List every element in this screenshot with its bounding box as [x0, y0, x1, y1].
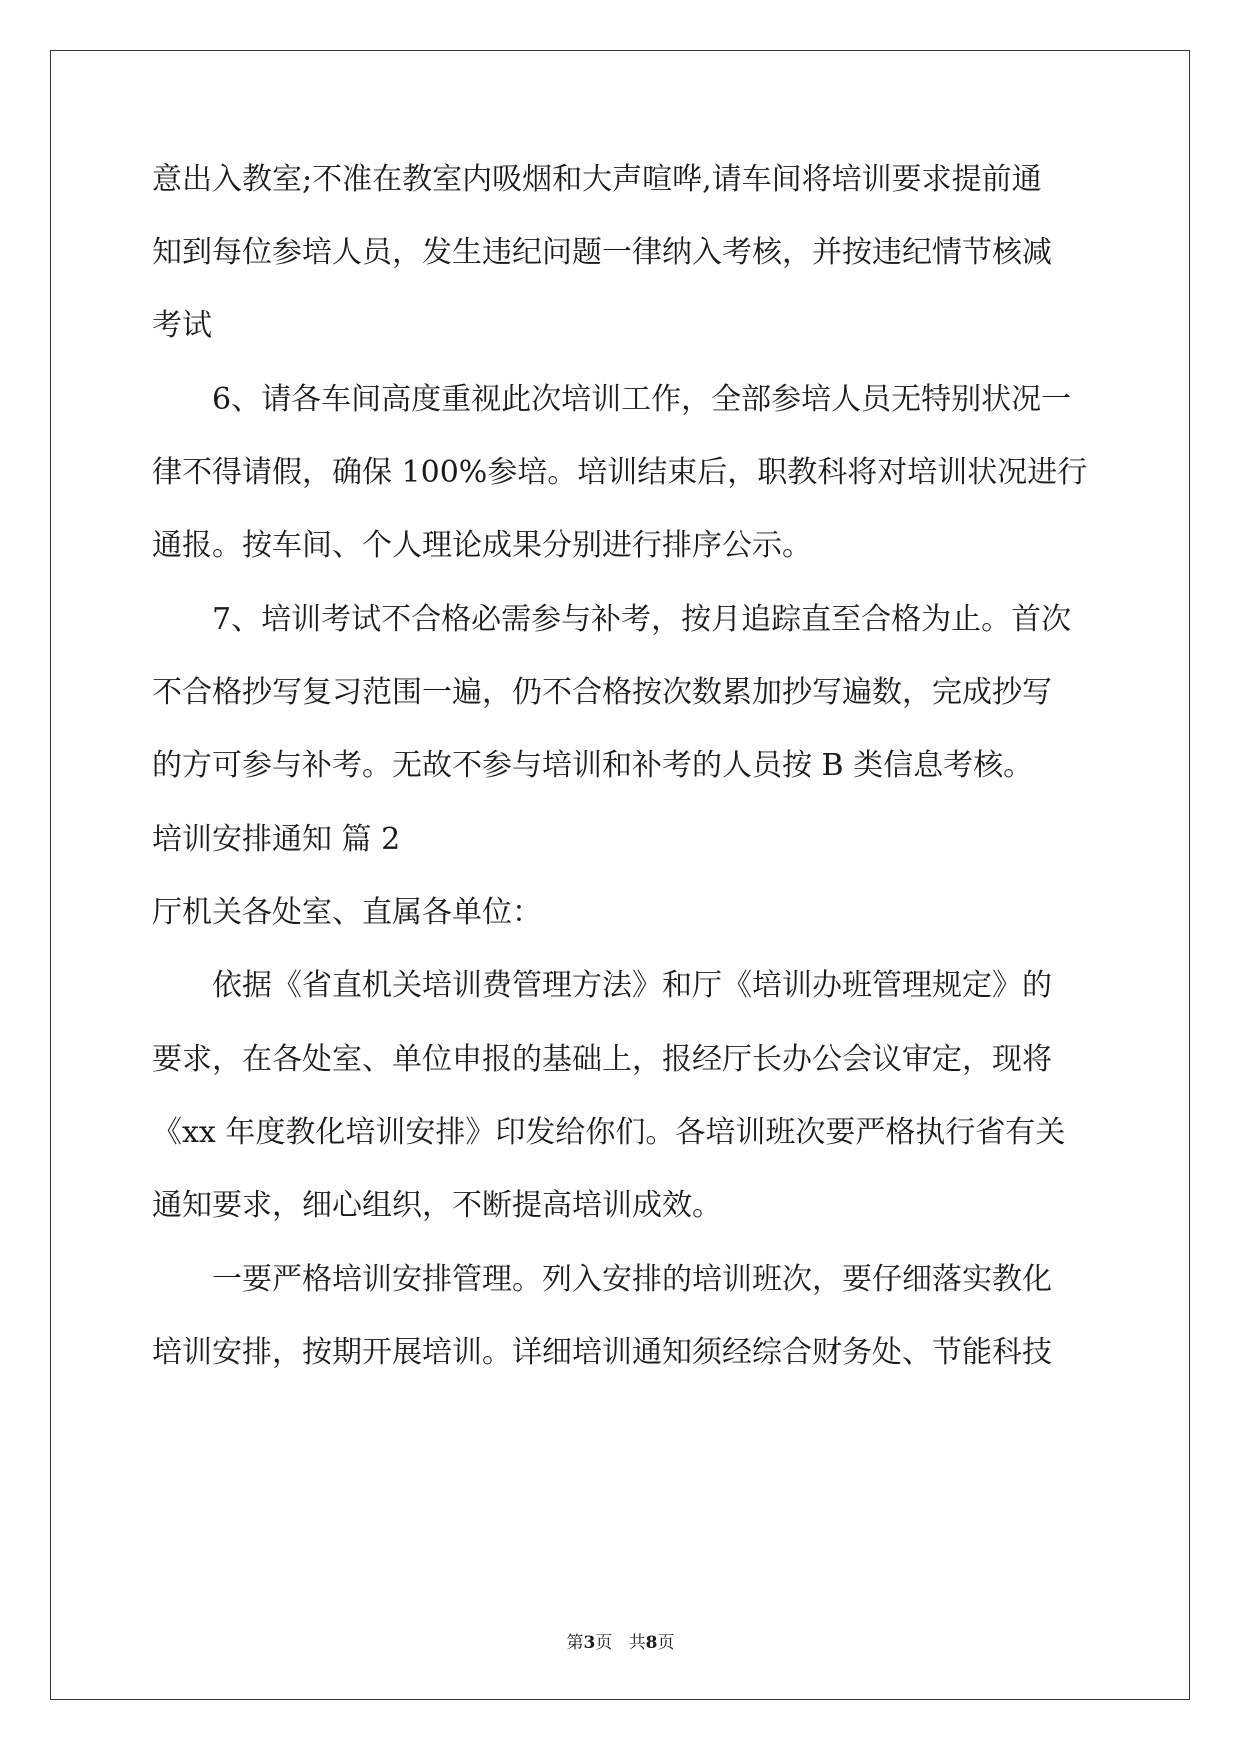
- text-line: 意出入教室;不准在教室内吸烟和大声喧哗,请车间将培训要求提前通: [152, 162, 1042, 197]
- text-line: 律不得请假，确保 100%参培。培训结束后，职教科将对培训状况进行: [152, 455, 1088, 490]
- text-line-indented: 一要严格培训安排管理。列入安排的培训班次，要仔细落实教化: [212, 1262, 1052, 1297]
- page-footer: [0, 1628, 1241, 1653]
- text-line: 《xx 年度教化培训安排》印发给你们。各培训班次要严格执行省有关: [152, 1115, 1066, 1150]
- current-page-number: 3: [583, 1633, 596, 1653]
- text-line: 的方可参与补考。无故不参与培训和补考的人员按 B 类信息考核。: [152, 748, 1034, 783]
- text-line: 知到每位参培人员，发生违纪问题一律纳入考核，并按违纪情节核减: [152, 235, 1052, 270]
- text-line: 不合格抄写复习范围一遍，仍不合格按次数累加抄写遍数，完成抄写: [152, 675, 1052, 710]
- salutation: 厅机关各处室、直属各单位：: [152, 895, 542, 930]
- text-line: 通报。按车间、个人理论成果分别进行排序公示。: [152, 528, 812, 563]
- text-line: 通知要求，细心组织，不断提高培训成效。: [152, 1188, 722, 1223]
- text-line-indented: 依据《省直机关培训费管理方法》和厅《培训办班管理规定》的: [212, 968, 1052, 1003]
- text-line: 要求，在各处室、单位申报的基础上，报经厅长办公会议审定，现将: [152, 1042, 1052, 1077]
- footer-suffix: 页: [657, 1633, 675, 1653]
- total-pages-number: 8: [645, 1633, 658, 1653]
- text-line: 考试: [152, 308, 212, 343]
- page-frame: [50, 50, 1190, 1700]
- footer-middle: 页 共: [595, 1633, 646, 1653]
- text-line-indented: 6、请各车间高度重视此次培训工作，全部参培人员无特别状况一: [212, 382, 1072, 417]
- text-line-indented: 7、培训考试不合格必需参与补考，按月追踪直至合格为止。首次: [212, 602, 1072, 637]
- footer-prefix: 第: [566, 1633, 584, 1653]
- text-line: 培训安排，按期开展培训。详细培训通知须经综合财务处、节能科技: [152, 1335, 1052, 1370]
- section-heading: 培训安排通知 篇 2: [152, 822, 401, 857]
